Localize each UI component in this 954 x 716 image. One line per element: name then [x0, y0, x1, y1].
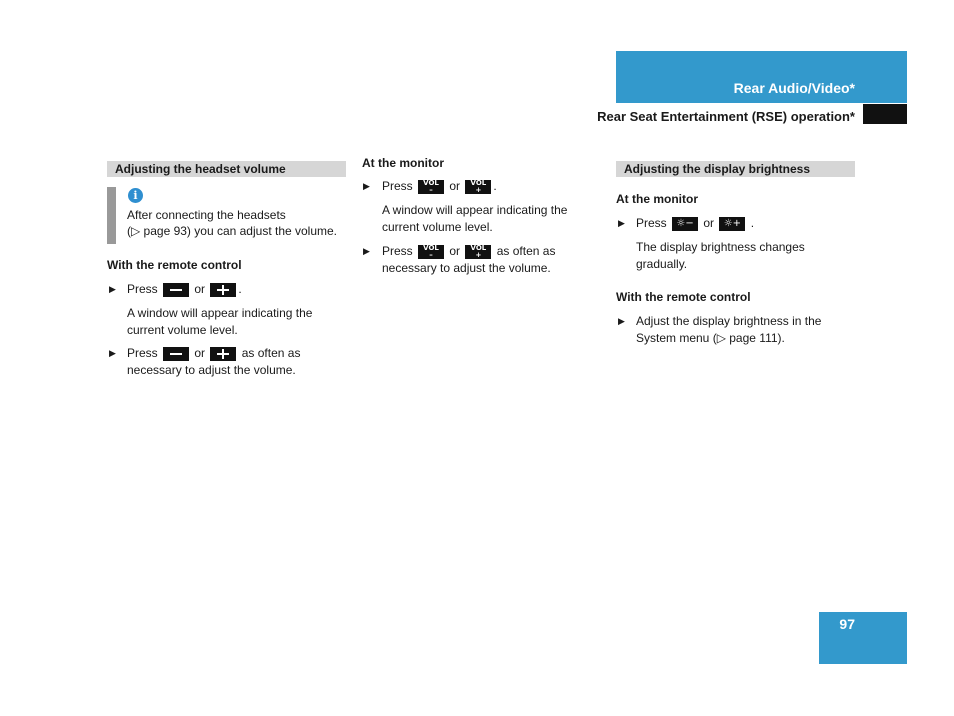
press-label: Press — [127, 282, 158, 296]
step-text-line2: necessary to adjust the volume. — [382, 261, 551, 275]
subheading-at-monitor: At the monitor — [362, 156, 444, 170]
bullet-icon: ▶ — [109, 348, 116, 358]
result-text-line1: A window will appear indicating the — [382, 203, 568, 217]
step-text-line2: necessary to adjust the volume. — [127, 363, 296, 377]
or-label: or — [194, 346, 206, 360]
bullet-icon: ▶ — [618, 316, 625, 326]
result-text-line1: The display brightness changes — [636, 240, 805, 254]
step-press-repeat — [127, 345, 300, 362]
or-label: or — [703, 216, 715, 230]
bullet-icon: ▶ — [109, 284, 116, 294]
result-text-line2: current volume level. — [382, 220, 493, 234]
step-tail: as often as — [496, 244, 556, 258]
heading-display-brightness: Adjusting the display brightness — [616, 161, 855, 177]
period: . — [750, 216, 755, 230]
vol-minus-icon: VOL – — [418, 245, 444, 259]
brightness-down-icon: ☼− — [672, 217, 698, 231]
press-label: Press — [382, 244, 413, 258]
step-text-line1: Adjust the display brightness in the — [636, 314, 822, 328]
minus-key-icon — [163, 347, 189, 361]
step-press-minus-plus — [127, 281, 242, 298]
bullet-icon: ▶ — [363, 181, 370, 191]
press-label: Press — [382, 179, 413, 193]
note-text-line1: After connecting the headsets — [127, 208, 286, 222]
step-text-line2: System menu (▷ page 111). — [636, 331, 785, 345]
bullet-icon: ▶ — [618, 218, 625, 228]
step-tail: as often as — [241, 346, 301, 360]
result-text-line2: gradually. — [636, 257, 688, 271]
result-text-line2: current volume level. — [127, 323, 238, 337]
or-label: or — [194, 282, 206, 296]
or-label: or — [449, 244, 461, 258]
plus-key-icon — [210, 283, 236, 297]
subheading-at-monitor: At the monitor — [616, 192, 698, 206]
vol-plus-icon: VOL + — [465, 245, 491, 259]
period: . — [493, 179, 497, 193]
minus-key-icon — [163, 283, 189, 297]
result-text-line1: A window will appear indicating the — [127, 306, 313, 320]
section-marker — [863, 104, 907, 124]
or-label: or — [449, 179, 461, 193]
chapter-title: Rear Audio/Video* — [733, 80, 855, 96]
brightness-up-icon: ☼+ — [719, 217, 745, 231]
bullet-icon: ▶ — [363, 246, 370, 256]
press-label: Press — [127, 346, 158, 360]
note-text-line2: (▷ page 93) you can adjust the volume. — [127, 224, 338, 238]
step-press-brightness — [636, 215, 754, 232]
vol-minus-icon: VOL – — [418, 180, 444, 194]
page-number: 97 — [839, 616, 855, 632]
subheading-remote-control: With the remote control — [107, 258, 242, 272]
step-press-vol-repeat — [382, 243, 555, 260]
section-title: Rear Seat Entertainment (RSE) operation* — [597, 109, 855, 124]
period: . — [238, 282, 242, 296]
press-label: Press — [636, 216, 667, 230]
plus-key-icon — [210, 347, 236, 361]
info-icon: i — [128, 188, 143, 203]
vol-plus-icon: VOL + — [465, 180, 491, 194]
heading-headset-volume: Adjusting the headset volume — [107, 161, 346, 177]
subheading-remote-control: With the remote control — [616, 290, 751, 304]
step-press-vol — [382, 178, 497, 195]
note-bar — [107, 187, 116, 244]
